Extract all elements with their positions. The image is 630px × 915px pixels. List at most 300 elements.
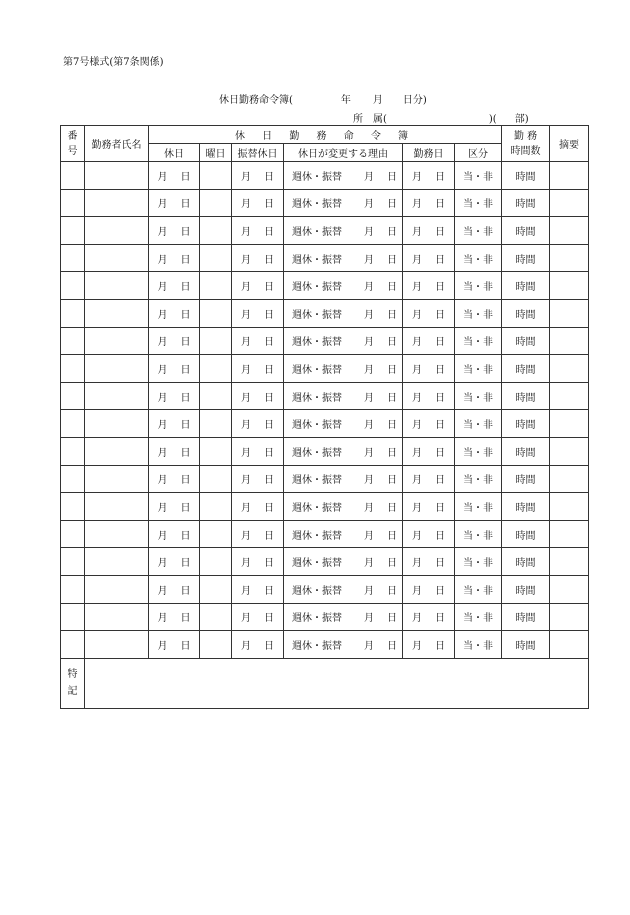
division-cell[interactable] [455, 437, 502, 465]
hours-cell[interactable] [502, 217, 550, 245]
workday-date-cell[interactable] [403, 272, 455, 300]
day-label: 日 [264, 171, 274, 183]
summary-cell[interactable] [550, 410, 589, 438]
reason-option: 週休・振替 [292, 613, 342, 625]
division-cell[interactable] [455, 162, 502, 190]
month-label: 月 [157, 282, 168, 294]
row-number-cell[interactable] [61, 631, 85, 659]
substitute-date-cell[interactable] [232, 299, 284, 327]
reason-month-label: 月 [364, 558, 374, 570]
month-label: 月 [241, 530, 251, 542]
day-label: 日 [264, 585, 274, 597]
month-label: 月 [412, 447, 422, 459]
workday-date-cell[interactable] [403, 244, 455, 272]
division-cell[interactable] [455, 299, 502, 327]
worker-name-cell[interactable] [85, 382, 149, 410]
hours-cell[interactable] [502, 327, 550, 355]
day-label: 日 [264, 226, 274, 238]
month-label: 月 [157, 613, 168, 625]
holiday-date-cell[interactable] [149, 520, 200, 548]
month-label: 月 [412, 420, 422, 432]
summary-cell[interactable] [550, 189, 589, 217]
weekday-cell[interactable] [200, 272, 232, 300]
row-number-cell[interactable] [61, 548, 85, 576]
workday-date-cell[interactable] [403, 465, 455, 493]
division-option: 当・非 [463, 226, 494, 238]
worker-name-cell[interactable] [85, 299, 149, 327]
reason-option: 週休・振替 [292, 640, 342, 652]
row-number-cell[interactable] [61, 327, 85, 355]
month-label: 月 [157, 309, 168, 321]
holiday-date-cell[interactable] [149, 575, 200, 603]
division-cell[interactable] [455, 355, 502, 383]
row-number-cell[interactable] [61, 299, 85, 327]
reason-day-label: 日 [387, 585, 397, 597]
hours-cell[interactable] [502, 437, 550, 465]
reason-option: 週休・振替 [292, 199, 342, 211]
reason-cell[interactable] [284, 162, 403, 190]
table-row [61, 603, 589, 631]
month-label: 月 [241, 226, 251, 238]
worker-name-cell[interactable] [85, 603, 149, 631]
substitute-date-cell[interactable] [232, 631, 284, 659]
worker-name-cell[interactable] [85, 520, 149, 548]
month-label: 月 [241, 199, 251, 211]
row-number-cell[interactable] [61, 162, 85, 190]
hours-unit: 時間 [515, 226, 536, 238]
table-row [61, 189, 589, 217]
reason-cell[interactable] [284, 631, 403, 659]
day-label: 日 [435, 502, 445, 514]
month-label: 月 [157, 640, 168, 652]
workday-date-cell[interactable] [403, 520, 455, 548]
division-cell[interactable] [455, 631, 502, 659]
worker-name-cell[interactable] [85, 575, 149, 603]
notes-label-bottom: 記 [67, 686, 78, 698]
summary-cell[interactable] [550, 548, 589, 576]
division-option: 当・非 [463, 558, 494, 570]
reason-cell[interactable] [284, 603, 403, 631]
reason-day-label: 日 [387, 392, 397, 404]
affiliation-label-2: 属( [373, 114, 387, 125]
weekday-cell[interactable] [200, 299, 232, 327]
substitute-date-cell[interactable] [232, 217, 284, 245]
substitute-date-cell[interactable] [232, 493, 284, 521]
table-row [61, 520, 589, 548]
month-label: 月 [157, 171, 168, 183]
summary-cell[interactable] [550, 217, 589, 245]
reason-day-label: 日 [387, 475, 397, 487]
day-label: 日 [180, 171, 191, 183]
summary-cell[interactable] [550, 244, 589, 272]
substitute-date-cell[interactable] [232, 272, 284, 300]
reason-day-label: 日 [387, 337, 397, 349]
hours-unit: 時間 [515, 558, 536, 570]
reason-cell[interactable] [284, 299, 403, 327]
holiday-date-cell[interactable] [149, 217, 200, 245]
reason-cell[interactable] [284, 355, 403, 383]
reason-cell[interactable] [284, 217, 403, 245]
month-label: 月 [157, 502, 168, 514]
substitute-date-cell[interactable] [232, 189, 284, 217]
holiday-date-cell[interactable] [149, 493, 200, 521]
division-cell[interactable] [455, 575, 502, 603]
reason-cell[interactable] [284, 189, 403, 217]
row-number-cell[interactable] [61, 272, 85, 300]
notes-label-top: 特 [67, 669, 78, 681]
weekday-cell[interactable] [200, 355, 232, 383]
worker-name-cell[interactable] [85, 355, 149, 383]
weekday-cell[interactable] [200, 410, 232, 438]
summary-cell[interactable] [550, 327, 589, 355]
hours-cell[interactable] [502, 410, 550, 438]
reason-month-label: 月 [364, 364, 374, 376]
workday-date-cell[interactable] [403, 355, 455, 383]
day-label: 日 [435, 447, 445, 459]
reason-cell[interactable] [284, 244, 403, 272]
weekday-cell[interactable] [200, 327, 232, 355]
summary-cell[interactable] [550, 575, 589, 603]
month-label: 月 [412, 171, 422, 183]
reason-cell[interactable] [284, 437, 403, 465]
month-label: 月 [412, 558, 422, 570]
hours-cell[interactable] [502, 355, 550, 383]
table-row [61, 437, 589, 465]
summary-cell[interactable] [550, 272, 589, 300]
reason-cell[interactable] [284, 465, 403, 493]
summary-cell[interactable] [550, 437, 589, 465]
summary-cell[interactable] [550, 603, 589, 631]
workday-date-cell[interactable] [403, 382, 455, 410]
reason-day-label: 日 [387, 613, 397, 625]
holiday-date-cell[interactable] [149, 272, 200, 300]
hours-cell[interactable] [502, 465, 550, 493]
hours-cell[interactable] [502, 272, 550, 300]
row-number-cell[interactable] [61, 410, 85, 438]
month-label: 月 [412, 613, 422, 625]
division-option: 当・非 [463, 447, 494, 459]
reason-option: 週休・振替 [292, 226, 342, 238]
division-option: 当・非 [463, 585, 494, 597]
row-number-cell[interactable] [61, 355, 85, 383]
weekday-cell[interactable] [200, 631, 232, 659]
workday-date-cell[interactable] [403, 327, 455, 355]
division-option: 当・非 [463, 364, 494, 376]
hours-unit: 時間 [515, 364, 536, 376]
table-row [61, 575, 589, 603]
reason-cell[interactable] [284, 575, 403, 603]
hours-cell[interactable] [502, 575, 550, 603]
day-label: 日 [264, 613, 274, 625]
day-label: 日 [435, 282, 445, 294]
table-row [61, 299, 589, 327]
substitute-date-cell[interactable] [232, 382, 284, 410]
day-label: 日 [264, 337, 274, 349]
hours-unit: 時間 [515, 530, 536, 542]
month-label: 月 [412, 364, 422, 376]
holiday-date-cell[interactable] [149, 162, 200, 190]
worker-name-cell[interactable] [85, 493, 149, 521]
col-number-bottom: 号 [67, 145, 78, 157]
division-cell[interactable] [455, 272, 502, 300]
hours-unit: 時間 [515, 171, 536, 183]
hours-unit: 時間 [515, 585, 536, 597]
division-cell[interactable] [455, 327, 502, 355]
division-cell[interactable] [455, 410, 502, 438]
day-label: 日 [180, 254, 191, 266]
hours-cell[interactable] [502, 520, 550, 548]
hours-unit: 時間 [515, 199, 536, 211]
month-label: 月 [157, 392, 168, 404]
month-label: 月 [412, 226, 422, 238]
workday-date-cell[interactable] [403, 603, 455, 631]
worker-name-cell[interactable] [85, 244, 149, 272]
summary-cell[interactable] [550, 355, 589, 383]
division-option: 当・非 [463, 337, 494, 349]
reason-cell[interactable] [284, 493, 403, 521]
holiday-date-cell[interactable] [149, 327, 200, 355]
reason-month-label: 月 [364, 254, 374, 266]
summary-cell[interactable] [550, 465, 589, 493]
hours-cell[interactable] [502, 603, 550, 631]
weekday-cell[interactable] [200, 520, 232, 548]
workday-date-cell[interactable] [403, 437, 455, 465]
table-row [61, 327, 589, 355]
weekday-cell[interactable] [200, 162, 232, 190]
reason-cell[interactable] [284, 520, 403, 548]
hours-cell[interactable] [502, 548, 550, 576]
month-label: 月 [412, 502, 422, 514]
month-label: 月 [241, 254, 251, 266]
weekday-cell[interactable] [200, 189, 232, 217]
division-cell[interactable] [455, 465, 502, 493]
workday-date-cell[interactable] [403, 410, 455, 438]
substitute-date-cell[interactable] [232, 603, 284, 631]
weekday-cell[interactable] [200, 493, 232, 521]
row-number-cell[interactable] [61, 465, 85, 493]
row-number-cell[interactable] [61, 520, 85, 548]
day-label: 日 [180, 585, 191, 597]
hours-cell[interactable] [502, 631, 550, 659]
worker-name-cell[interactable] [85, 327, 149, 355]
division-cell[interactable] [455, 244, 502, 272]
row-number-cell[interactable] [61, 603, 85, 631]
division-option: 当・非 [463, 640, 494, 652]
division-cell[interactable] [455, 189, 502, 217]
holiday-date-cell[interactable] [149, 603, 200, 631]
col-hours-bottom: 時間数 [510, 145, 541, 157]
month-label: 月 [412, 392, 422, 404]
reason-option: 週休・振替 [292, 364, 342, 376]
reason-day-label: 日 [387, 171, 397, 183]
reason-option: 週休・振替 [292, 475, 342, 487]
table-row [61, 244, 589, 272]
summary-cell[interactable] [550, 520, 589, 548]
holiday-date-cell[interactable] [149, 631, 200, 659]
holiday-date-cell[interactable] [149, 410, 200, 438]
month-label: 月 [412, 530, 422, 542]
month-label: 月 [241, 558, 251, 570]
workday-date-cell[interactable] [403, 217, 455, 245]
month-label: 月 [241, 502, 251, 514]
reason-month-label: 月 [364, 282, 374, 294]
table-row [61, 272, 589, 300]
reason-cell[interactable] [284, 272, 403, 300]
substitute-date-cell[interactable] [232, 244, 284, 272]
day-label: 日 [435, 640, 445, 652]
workday-date-cell[interactable] [403, 575, 455, 603]
hours-unit: 時間 [515, 475, 536, 487]
holiday-date-cell[interactable] [149, 437, 200, 465]
reason-day-label: 日 [387, 226, 397, 238]
day-label: 日 [180, 475, 191, 487]
hours-unit: 時間 [515, 337, 536, 349]
reason-month-label: 月 [364, 392, 374, 404]
reason-day-label: 日 [387, 254, 397, 266]
hours-unit: 時間 [515, 282, 536, 294]
day-label: 日 [180, 364, 191, 376]
reason-cell[interactable] [284, 327, 403, 355]
holiday-date-cell[interactable] [149, 548, 200, 576]
day-label: 日 [264, 392, 274, 404]
worker-name-cell[interactable] [85, 410, 149, 438]
substitute-date-cell[interactable] [232, 437, 284, 465]
workday-date-cell[interactable] [403, 299, 455, 327]
workday-date-cell[interactable] [403, 631, 455, 659]
holiday-date-cell[interactable] [149, 355, 200, 383]
substitute-date-cell[interactable] [232, 327, 284, 355]
reason-option: 週休・振替 [292, 392, 342, 404]
hours-cell[interactable] [502, 382, 550, 410]
weekday-cell[interactable] [200, 382, 232, 410]
division-option: 当・非 [463, 254, 494, 266]
hours-cell[interactable] [502, 162, 550, 190]
substitute-date-cell[interactable] [232, 575, 284, 603]
worker-name-cell[interactable] [85, 217, 149, 245]
weekday-cell[interactable] [200, 575, 232, 603]
weekday-cell[interactable] [200, 244, 232, 272]
reason-month-label: 月 [364, 420, 374, 432]
hours-cell[interactable] [502, 299, 550, 327]
substitute-date-cell[interactable] [232, 162, 284, 190]
workday-date-cell[interactable] [403, 548, 455, 576]
table-row [61, 493, 589, 521]
worker-name-cell[interactable] [85, 437, 149, 465]
hours-cell[interactable] [502, 493, 550, 521]
month-label: 月 [157, 447, 168, 459]
day-label: 日 [180, 337, 191, 349]
worker-name-cell[interactable] [85, 465, 149, 493]
holiday-date-cell[interactable] [149, 189, 200, 217]
division-cell[interactable] [455, 493, 502, 521]
division-cell[interactable] [455, 520, 502, 548]
reason-cell[interactable] [284, 410, 403, 438]
row-number-cell[interactable] [61, 382, 85, 410]
notes-field[interactable] [85, 658, 589, 708]
worker-name-cell[interactable] [85, 272, 149, 300]
workday-date-cell[interactable] [403, 162, 455, 190]
reason-month-label: 月 [364, 475, 374, 487]
row-number-cell[interactable] [61, 244, 85, 272]
workday-date-cell[interactable] [403, 493, 455, 521]
summary-cell[interactable] [550, 493, 589, 521]
reason-month-label: 月 [364, 585, 374, 597]
holiday-date-cell[interactable] [149, 299, 200, 327]
weekday-cell[interactable] [200, 548, 232, 576]
worker-name-cell[interactable] [85, 631, 149, 659]
hours-cell[interactable] [502, 244, 550, 272]
row-number-cell[interactable] [61, 493, 85, 521]
notes-row [61, 658, 589, 708]
workday-date-cell[interactable] [403, 189, 455, 217]
row-number-cell[interactable] [61, 217, 85, 245]
reason-cell[interactable] [284, 548, 403, 576]
division-cell[interactable] [455, 548, 502, 576]
holiday-date-cell[interactable] [149, 382, 200, 410]
summary-cell[interactable] [550, 162, 589, 190]
table-row [61, 162, 589, 190]
reason-month-label: 月 [364, 171, 374, 183]
month-label: 月 [412, 337, 422, 349]
weekday-cell[interactable] [200, 437, 232, 465]
weekday-cell[interactable] [200, 465, 232, 493]
month-label: 月 [241, 364, 251, 376]
reason-day-label: 日 [387, 309, 397, 321]
day-label: 日 [180, 558, 191, 570]
day-label: 日 [264, 530, 274, 542]
holiday-date-cell[interactable] [149, 465, 200, 493]
summary-cell[interactable] [550, 631, 589, 659]
division-cell[interactable] [455, 217, 502, 245]
worker-name-cell[interactable] [85, 162, 149, 190]
worker-name-cell[interactable] [85, 189, 149, 217]
month-label: 月 [241, 640, 251, 652]
substitute-date-cell[interactable] [232, 465, 284, 493]
substitute-date-cell[interactable] [232, 548, 284, 576]
day-label: 日 [180, 502, 191, 514]
reason-day-label: 日 [387, 558, 397, 570]
substitute-date-cell[interactable] [232, 520, 284, 548]
reason-cell[interactable] [284, 382, 403, 410]
division-option: 当・非 [463, 420, 494, 432]
day-label: 日 [180, 447, 191, 459]
weekday-cell[interactable] [200, 217, 232, 245]
substitute-date-cell[interactable] [232, 355, 284, 383]
weekday-cell[interactable] [200, 603, 232, 631]
hours-cell[interactable] [502, 189, 550, 217]
worker-name-cell[interactable] [85, 548, 149, 576]
reason-month-label: 月 [364, 199, 374, 211]
reason-option: 週休・振替 [292, 254, 342, 266]
holiday-date-cell[interactable] [149, 244, 200, 272]
division-cell[interactable] [455, 603, 502, 631]
hours-unit: 時間 [515, 502, 536, 514]
reason-day-label: 日 [387, 502, 397, 514]
day-label: 日 [435, 254, 445, 266]
affiliation-mid: )( [488, 114, 497, 125]
summary-cell[interactable] [550, 382, 589, 410]
reason-month-label: 月 [364, 226, 374, 238]
substitute-date-cell[interactable] [232, 410, 284, 438]
reason-option: 週休・振替 [292, 558, 342, 570]
reason-day-label: 日 [387, 199, 397, 211]
summary-cell[interactable] [550, 299, 589, 327]
row-number-cell[interactable] [61, 575, 85, 603]
row-number-cell[interactable] [61, 437, 85, 465]
row-number-cell[interactable] [61, 189, 85, 217]
division-cell[interactable] [455, 382, 502, 410]
day-label: 日 [264, 254, 274, 266]
